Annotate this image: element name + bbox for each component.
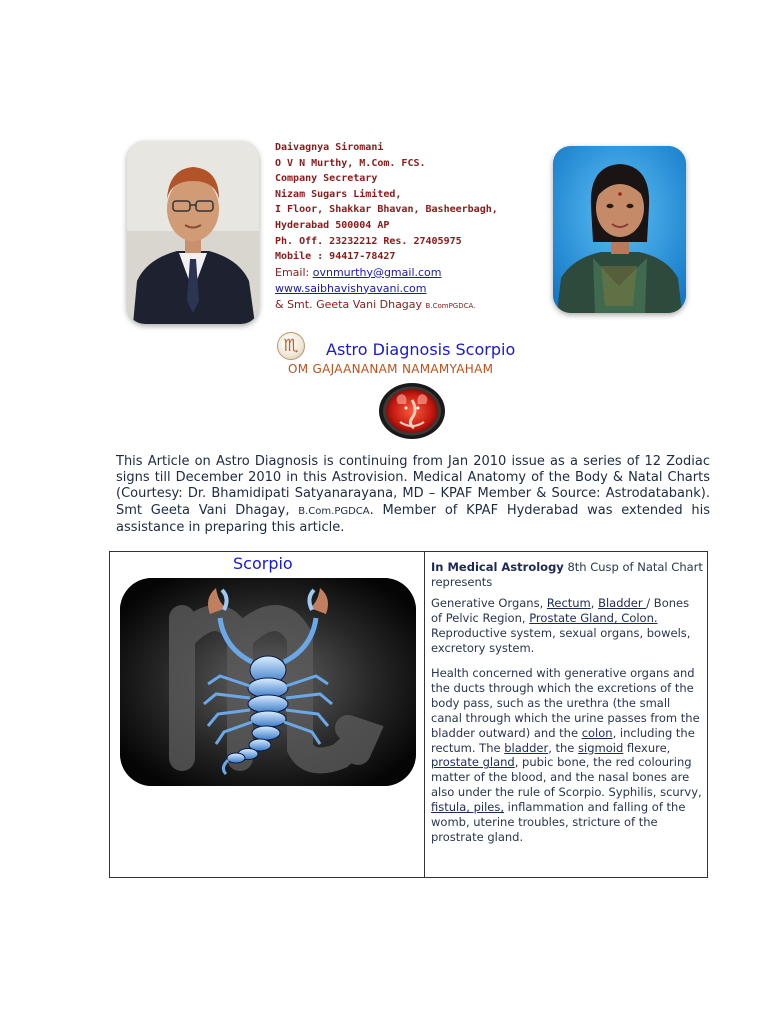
cusp-text: 8th Cusp of Natal Chart represents [431, 560, 703, 589]
paragraph-text: Generative Organs, [431, 596, 547, 610]
underlined-term: Rectum [546, 596, 591, 610]
page-title: Astro Diagnosis Scorpio [326, 340, 516, 359]
author-company: Nizam Sugars Limited, [275, 188, 402, 200]
author-info [275, 140, 545, 314]
paragraph-text: , the [548, 740, 579, 755]
email-label: Email: [275, 265, 313, 279]
underlined-term: Prostate Gland, Colon. [529, 610, 658, 625]
paragraph-text: , pubic bone, the red colouring matter of the blood, and the nasal bones are also under the rule of Scorpio. Syphilis, scurvy, [431, 755, 702, 800]
intro-degree: B.Com.PGDCA [298, 505, 370, 517]
email-link[interactable]: ovnmurthy@gmail.com [312, 265, 442, 279]
paragraph-text: , including the rectum. The [431, 725, 695, 755]
paragraph-text: Health concerned with generative organs and the ducts through which the excretions of the body pass, such as the urethra (the small canal through which the urine passes from the bladder outward) and the [431, 666, 700, 740]
coauthor-name: & Smt. Geeta Vani Dhagay [275, 297, 426, 311]
author-email-line [275, 265, 545, 281]
health-paragraph [431, 666, 703, 845]
paragraph-text: Reproductive system, sexual organs, bowels, excretory system. [431, 625, 691, 655]
underlined-term: bladder [504, 740, 549, 755]
scorpio-glyph-icon [277, 332, 305, 360]
coauthor-degree: B.ComPGDCA. [425, 301, 476, 310]
author-address-1: I Floor, Shakkar Bhavan, Basheerbagh, [275, 204, 498, 216]
author-title: Daivagnya Siromani [275, 142, 384, 153]
author-photo-right [553, 146, 686, 313]
author-designation: Company Secretary [275, 173, 378, 185]
underlined-term: fistula, piles, [431, 800, 504, 815]
scorpio-column-title: Scorpio [233, 554, 293, 573]
author-name: O V N Murthy, M.Com. FCS. [275, 157, 426, 169]
medical-astrology-intro [431, 560, 703, 590]
underlined-term: Bladder [598, 596, 647, 610]
intro-text-1: This Article on Astro Diagnosis is continuing from Jan 2010 issue as a series of 12 Zodiac signs till December 2010 in this Astrovision. Medical Anatomy of the Body & Natal Charts (Courtesy: Dr. Bhamidipati Satyanarayana, MD – KPAF Member & Source: Astrodatabank). Smt Geeta Vani Dhagay, [116, 454, 710, 518]
scorpio-glyph-text: ♏ [283, 335, 299, 356]
author-portrait-male [127, 141, 259, 324]
page-subtitle: OM GAJAANANAM NAMAMYAHAM [288, 362, 494, 376]
author-mobile: Mobile : 94417-78427 [275, 251, 396, 263]
underlined-term: sigmoid [578, 740, 624, 755]
paragraph-text: inflammation and falling of the womb, uterine troubles, stricture of the prostrate gland. [431, 800, 686, 844]
author-address-2: Hyderabad 500004 AP [275, 219, 390, 231]
medical-astrology-label: In Medical Astrology [431, 560, 564, 574]
table-divider [424, 551, 425, 878]
website-link[interactable]: www.saibhavishyavani.com [275, 281, 427, 295]
author-website-line [275, 281, 545, 297]
coauthor-line [275, 297, 545, 314]
author-photo-left [127, 141, 259, 324]
paragraph-text: / Bones of Pelvic Region, [431, 596, 690, 625]
intro-paragraph [116, 454, 710, 536]
underlined-term: colon [581, 725, 613, 740]
underlined-term: prostate gland [431, 755, 515, 770]
intro-text-2: . Member of KPAF Hyderabad was extended his assistance in preparing this article. [116, 502, 710, 535]
scorpion-illustration [120, 578, 416, 786]
organs-list [431, 596, 703, 656]
paragraph-text: flexure, [623, 740, 671, 755]
author-phone: Ph. Off. 23232212 Res. 27405975 [275, 235, 462, 247]
ganesha-icon [378, 382, 446, 440]
paragraph-text: , [590, 596, 599, 610]
author-portrait-female [553, 146, 686, 313]
